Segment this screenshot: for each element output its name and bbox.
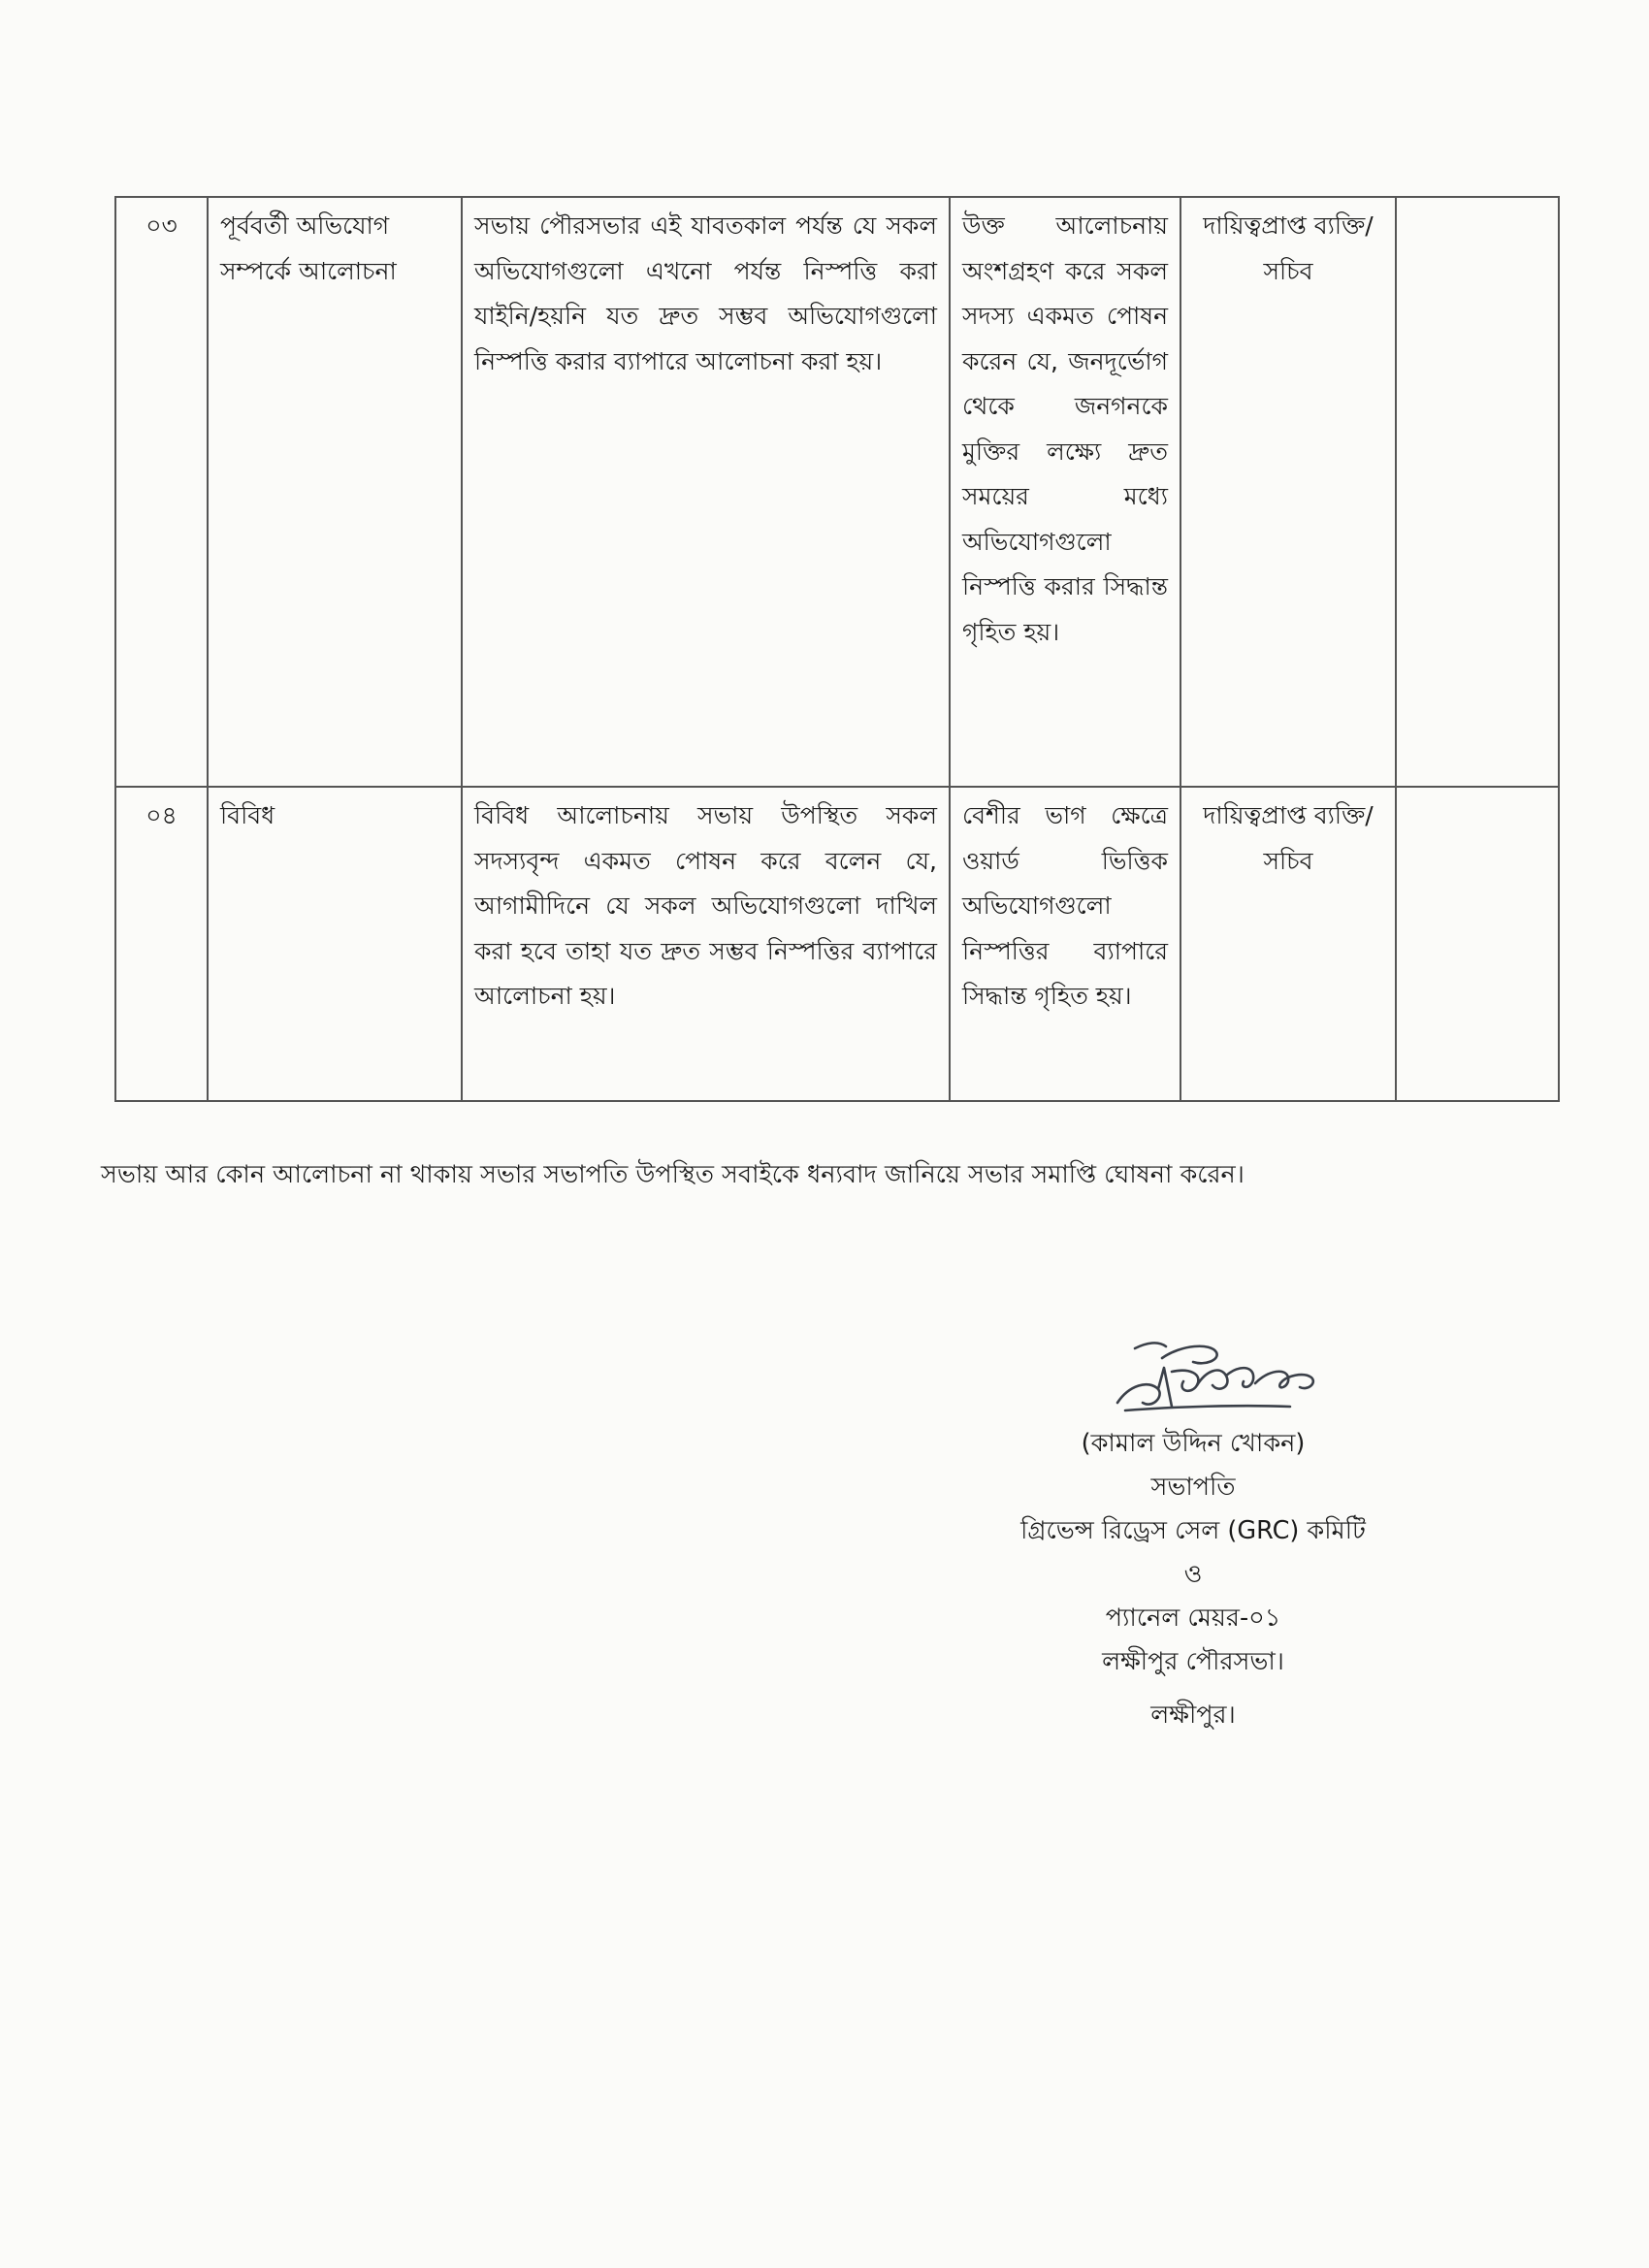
handwritten-signature — [1096, 1329, 1348, 1416]
signatory-block — [892, 1422, 1494, 1737]
minutes-table — [114, 196, 1560, 1102]
table-row — [115, 197, 1559, 787]
signatory-designation: সভাপতি — [1150, 1473, 1236, 1502]
signatory-location: লক্ষীপুর। — [1150, 1701, 1236, 1730]
topic-cell: পূর্ববর্তী অভিযোগ সম্পর্কে আলোচনা — [208, 197, 462, 787]
signatory-name: (কামাল উদ্দিন খোকন) — [1081, 1429, 1306, 1458]
responsible-cell: দায়িত্বপ্রাপ্ত ব্যক্তি/ সচিব — [1180, 787, 1396, 1101]
signatory-role: প্যানেল মেয়র-০১ — [1105, 1604, 1281, 1633]
table-row — [115, 787, 1559, 1101]
decision-cell: উক্ত আলোচনায় অংশগ্রহণ করে সকল সদস্য একমত পোষন করেন যে, জনদূর্ভোগ থেকে জনগনকে মুক্তির লক্ষ্যে দ্রুত সময়ের মধ্যে অভিযোগগুলো নিস্পত্তি করার সিদ্ধান্ত গৃহিত হয়। — [950, 197, 1180, 787]
remarks-cell — [1396, 197, 1559, 787]
serial-cell: ০৪ — [115, 787, 208, 1101]
signatory-conjunction: ও — [1183, 1560, 1203, 1589]
signatory-organization: লক্ষীপুর পৌরসভা। — [1102, 1647, 1284, 1676]
discussion-cell: বিবিধ আলোচনায় সভায় উপস্থিত সকল সদস্যবৃন্দ একমত পোষন করে বলেন যে, আগামীদিনে যে সকল অভিযোগগুলো দাখিল করা হবে তাহা যত দ্রুত সম্ভব নিস্পত্তির ব্যাপারে আলোচনা হয়। — [462, 787, 950, 1101]
closing-statement: সভায় আর কোন আলোচনা না থাকায় সভার সভাপতি উপস্থিত সবাইকে ধন্যবাদ জানিয়ে সভার সমাপ্তি ঘোষনা করেন। — [101, 1160, 1245, 1189]
remarks-cell — [1396, 787, 1559, 1101]
discussion-cell: সভায় পৌরসভার এই যাবতকাল পর্যন্ত যে সকল অভিযোগগুলো এখনো পর্যন্ত নিস্পত্তি করা যাইনি/হয়নি যত দ্রুত সম্ভব অভিযোগগুলো নিস্পত্তি করার ব্যাপারে আলোচনা করা হয়। — [462, 197, 950, 787]
serial-cell: ০৩ — [115, 197, 208, 787]
signatory-committee: গ্রিভেন্স রিড্রেস সেল (GRC) কমিটি — [1020, 1516, 1366, 1545]
responsible-cell: দায়িত্বপ্রাপ্ত ব্যক্তি/ সচিব — [1180, 197, 1396, 787]
decision-cell: বেশীর ভাগ ক্ষেত্রে ওয়ার্ড ভিত্তিক অভিযোগগুলো নিস্পত্তির ব্যাপারে সিদ্ধান্ত গৃহিত হয়। — [950, 787, 1180, 1101]
topic-cell: বিবিধ — [208, 787, 462, 1101]
